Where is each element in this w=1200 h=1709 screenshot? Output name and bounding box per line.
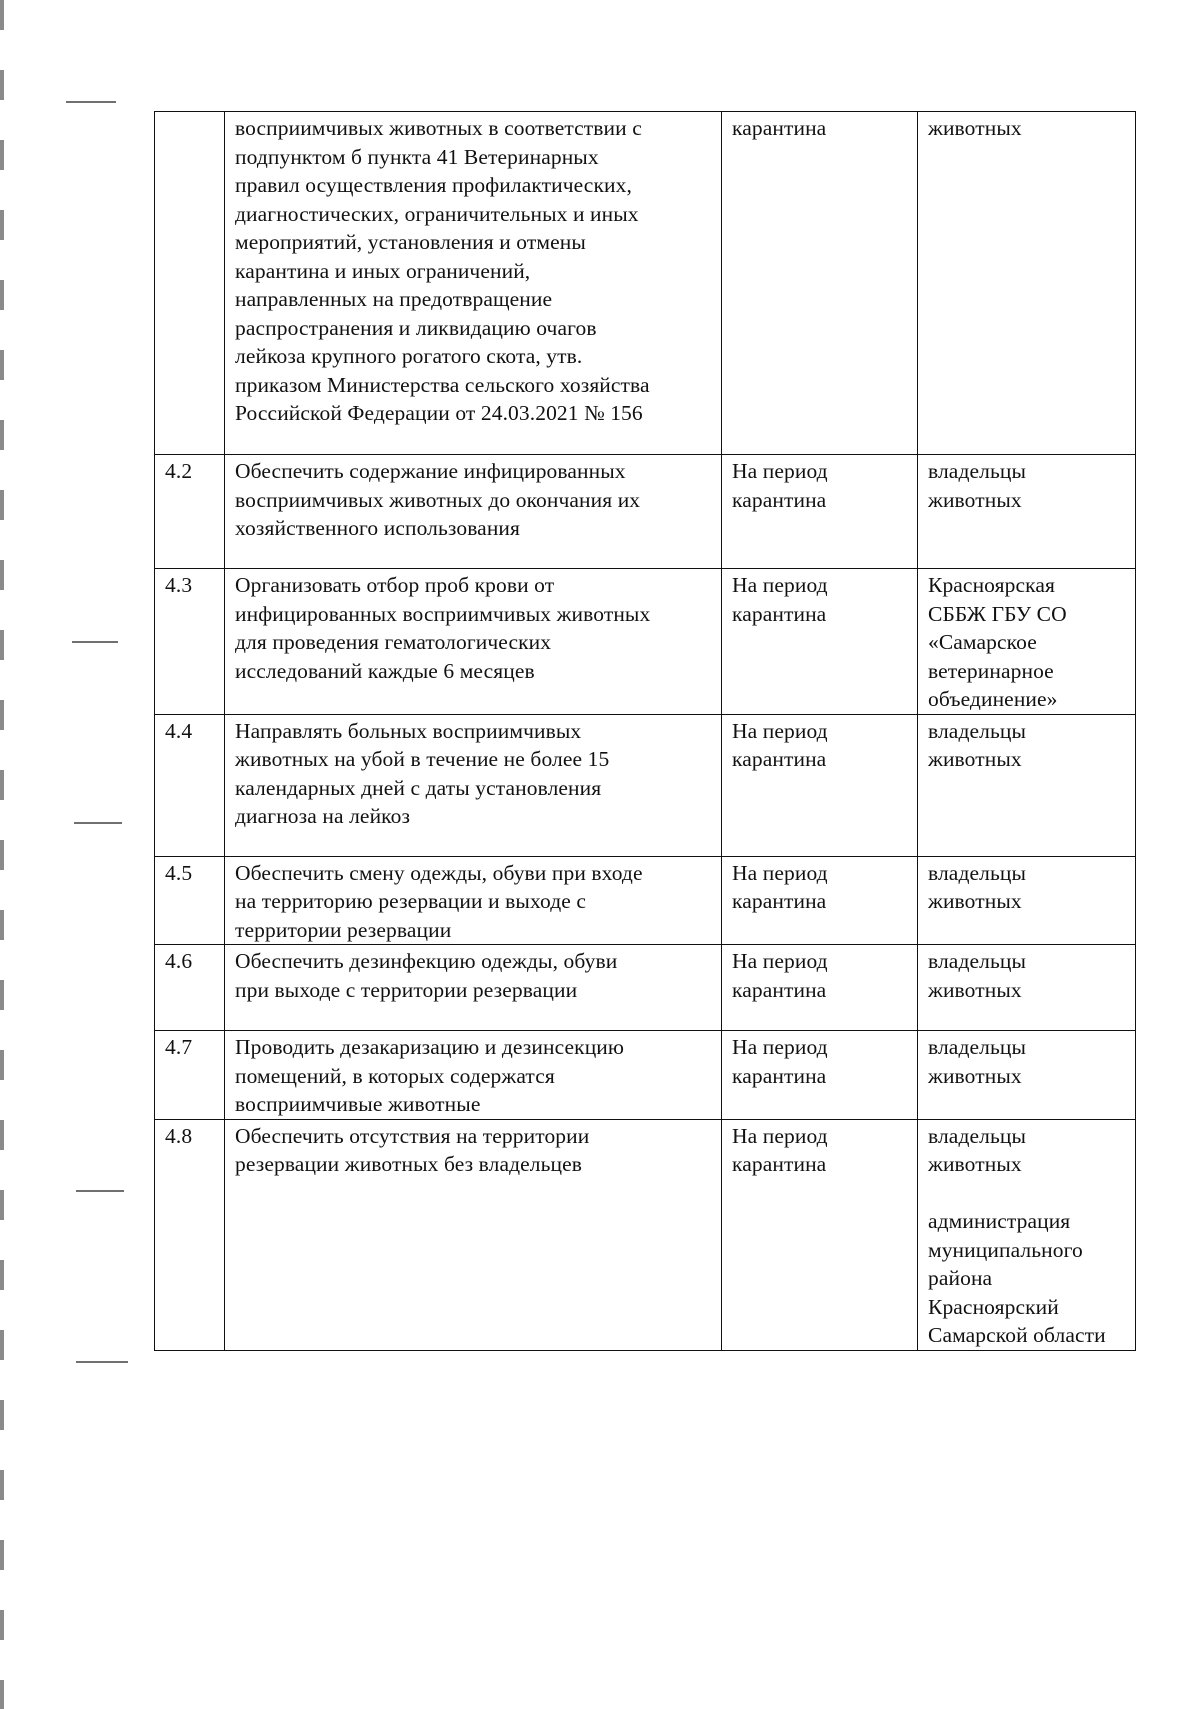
measure-description-line: хозяйственного использования bbox=[235, 516, 521, 540]
measure-description-line: направленных на предотвращение bbox=[235, 287, 553, 311]
measure-description-line: территории резервации bbox=[235, 917, 452, 942]
measure-responsible bbox=[918, 455, 1136, 569]
measure-responsible-line: животных bbox=[928, 977, 1022, 1002]
measure-description-line: карантина и иных ограничений, bbox=[235, 258, 531, 283]
measure-responsible-line: животных bbox=[928, 116, 1022, 140]
measure-responsible-line: животных bbox=[928, 889, 1022, 913]
measure-responsible-line: владельцы bbox=[928, 949, 1027, 973]
measure-period bbox=[722, 455, 918, 569]
measure-responsible-line: владельцы bbox=[928, 860, 1027, 885]
measure-period-line: карантина bbox=[732, 977, 827, 1002]
measure-responsible-line: животных bbox=[928, 487, 1022, 512]
measure-period-line: На период bbox=[732, 573, 828, 597]
measure-responsible-line: владельцы bbox=[928, 459, 1027, 483]
row-number: 4.4 bbox=[155, 714, 225, 856]
row-number: 4.2 bbox=[155, 455, 225, 569]
measure-responsible bbox=[918, 112, 1136, 455]
scan-speck bbox=[72, 641, 118, 643]
table-row bbox=[155, 1119, 1136, 1350]
measure-responsible-line: района bbox=[928, 1266, 993, 1290]
row-number bbox=[155, 112, 225, 455]
measure-period bbox=[722, 714, 918, 856]
measure-responsible-line: владельцы bbox=[928, 1123, 1027, 1148]
measure-period bbox=[722, 856, 918, 945]
measure-description-line: резервации животных без владельцев bbox=[235, 1152, 583, 1176]
row-number: 4.6 bbox=[155, 945, 225, 1031]
measure-description bbox=[225, 945, 722, 1031]
measure-period-line: карантина bbox=[732, 487, 827, 512]
measure-responsible-line: муниципального bbox=[928, 1237, 1083, 1262]
measure-responsible bbox=[918, 945, 1136, 1031]
measure-period bbox=[722, 112, 918, 455]
measure-description bbox=[225, 112, 722, 455]
table-row bbox=[155, 856, 1136, 945]
row-number: 4.8 bbox=[155, 1119, 225, 1350]
measure-description-line: Обеспечить содержание инфицированных bbox=[235, 459, 626, 483]
measure-description-line: Обеспечить смену одежды, обуви при входе bbox=[235, 860, 643, 885]
measure-description-line: на территорию резервации и выходе с bbox=[235, 889, 587, 913]
measure-period bbox=[722, 945, 918, 1031]
measure-responsible-line bbox=[928, 1179, 1127, 1208]
measure-description bbox=[225, 1119, 722, 1350]
measure-period-line: карантина bbox=[732, 1152, 827, 1176]
measure-description-line: Организовать отбор проб крови от bbox=[235, 573, 555, 597]
measure-period-line: карантина bbox=[732, 1063, 827, 1088]
table-row bbox=[155, 455, 1136, 569]
measure-period-line: карантина bbox=[732, 601, 827, 626]
measure-description-line: Проводить дезакаризацию и дезинсекцию bbox=[235, 1035, 625, 1059]
measure-description-line: Российской Федерации от 24.03.2021 № 156 bbox=[235, 401, 643, 425]
measure-period bbox=[722, 569, 918, 715]
table-row bbox=[155, 1031, 1136, 1120]
scan-speck bbox=[66, 101, 116, 103]
measure-responsible-line: ветеринарное bbox=[928, 658, 1054, 683]
measure-responsible-line: СББЖ ГБУ СО bbox=[928, 601, 1067, 626]
measure-description-line: календарных дней с даты установления bbox=[235, 775, 602, 800]
measure-responsible bbox=[918, 856, 1136, 945]
measure-period bbox=[722, 1119, 918, 1350]
measure-description-line: помещений, в которых содержатся bbox=[235, 1063, 555, 1088]
table-row bbox=[155, 945, 1136, 1031]
measures-table-body bbox=[155, 112, 1136, 1351]
measure-period-line: карантина bbox=[732, 116, 827, 140]
measure-responsible-line: животных bbox=[928, 747, 1022, 771]
measure-responsible bbox=[918, 1031, 1136, 1120]
table-row bbox=[155, 569, 1136, 715]
scan-left-edge bbox=[0, 0, 4, 1709]
measure-responsible-line: владельцы bbox=[928, 1035, 1027, 1059]
measure-description-line: для проведения гематологических bbox=[235, 630, 552, 654]
measure-description-line: правил осуществления профилактических, bbox=[235, 173, 632, 197]
measure-description-line: исследований каждые 6 месяцев bbox=[235, 658, 535, 683]
measure-period-line: На период bbox=[732, 949, 828, 973]
row-number: 4.3 bbox=[155, 569, 225, 715]
measure-description bbox=[225, 569, 722, 715]
measure-description-line: Обеспечить отсутствия на территории bbox=[235, 1123, 590, 1148]
table-row bbox=[155, 714, 1136, 856]
measure-responsible-line: Самарской области bbox=[928, 1323, 1106, 1347]
row-number: 4.7 bbox=[155, 1031, 225, 1120]
measure-description bbox=[225, 1031, 722, 1120]
measure-period-line: На период bbox=[732, 860, 828, 885]
measure-description-line: диагноза на лейкоз bbox=[235, 804, 411, 828]
measure-description-line: Направлять больных восприимчивых bbox=[235, 718, 582, 743]
measure-description-line: мероприятий, установления и отмены bbox=[235, 230, 586, 254]
measure-description-line: при выходе с территории резервации bbox=[235, 977, 578, 1002]
measure-description-line: восприимчивых животных до окончания их bbox=[235, 487, 641, 512]
measure-description-line: восприимчивых животных в соответствии с bbox=[235, 116, 642, 140]
measure-description-line: восприимчивые животные bbox=[235, 1092, 481, 1116]
measure-period bbox=[722, 1031, 918, 1120]
measure-description-line: приказом Министерства сельского хозяйства bbox=[235, 372, 650, 397]
measure-period-line: карантина bbox=[732, 747, 827, 771]
measure-responsible-line: Красноярская bbox=[928, 573, 1055, 597]
measure-description-line: инфицированных восприимчивых животных bbox=[235, 601, 651, 626]
scan-speck bbox=[76, 1361, 128, 1363]
measure-description bbox=[225, 714, 722, 856]
measure-description-line: диагностических, ограничительных и иных bbox=[235, 201, 639, 226]
measure-description-line: распространения и ликвидацию очагов bbox=[235, 315, 597, 340]
table-row bbox=[155, 112, 1136, 455]
measure-description-line: Обеспечить дезинфекцию одежды, обуви bbox=[235, 949, 618, 973]
scan-speck bbox=[74, 822, 122, 824]
measure-responsible-line: животных bbox=[928, 1152, 1022, 1176]
measure-description-line: подпунктом б пункта 41 Ветеринарных bbox=[235, 144, 599, 169]
measure-responsible-line: «Самарское bbox=[928, 630, 1037, 654]
measure-responsible-line: объединение» bbox=[928, 687, 1058, 711]
measure-period-line: карантина bbox=[732, 889, 827, 913]
measure-description bbox=[225, 455, 722, 569]
measure-responsible-line: администрация bbox=[928, 1209, 1071, 1233]
measure-period-line: На период bbox=[732, 1123, 828, 1148]
measure-period-line: На период bbox=[732, 718, 828, 743]
measure-description-line: животных на убой в течение не более 15 bbox=[235, 747, 610, 771]
measure-responsible bbox=[918, 714, 1136, 856]
measure-description bbox=[225, 856, 722, 945]
measure-responsible-line: Красноярский bbox=[928, 1294, 1059, 1319]
measure-period-line: На период bbox=[732, 1035, 828, 1059]
measure-responsible bbox=[918, 569, 1136, 715]
measure-description-line: лейкоза крупного рогатого скота, утв. bbox=[235, 344, 583, 368]
measure-period-line: На период bbox=[732, 459, 828, 483]
scan-speck bbox=[76, 1190, 124, 1192]
row-number: 4.5 bbox=[155, 856, 225, 945]
measure-responsible-line: животных bbox=[928, 1063, 1022, 1088]
measures-table bbox=[154, 111, 1136, 1351]
measure-responsible bbox=[918, 1119, 1136, 1350]
measure-responsible-line: владельцы bbox=[928, 718, 1027, 743]
